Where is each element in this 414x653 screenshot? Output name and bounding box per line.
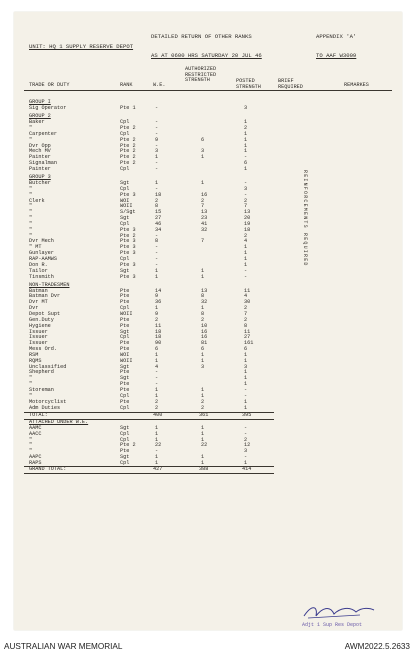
footer-left: AUSTRALIAN WAR MEMORIAL	[4, 642, 123, 651]
row-we: 22	[155, 442, 162, 449]
row-posted: 1	[244, 261, 248, 268]
return-title	[151, 22, 262, 72]
row-auth: 1	[201, 424, 205, 431]
row-trade: Dvr	[29, 305, 39, 312]
row-we: 8	[155, 238, 159, 245]
row-posted: 1	[244, 459, 248, 466]
row-rank: Cpl	[120, 165, 130, 172]
row-trade: Gen.Duty	[29, 316, 54, 323]
row-trade: "	[29, 185, 33, 192]
row-posted: 30	[244, 299, 251, 306]
row-trade: "	[29, 220, 33, 227]
row-rank: Cpl	[120, 334, 130, 341]
row-auth: 8	[201, 293, 205, 300]
row-auth: 10	[201, 322, 208, 329]
row-we: -	[155, 105, 159, 112]
grand-total-rule	[24, 466, 274, 467]
row-rank: Pte 3	[120, 261, 136, 268]
row-we: 14	[155, 287, 162, 294]
row-we: 1	[155, 387, 159, 393]
row-we: -	[155, 244, 159, 251]
row-rank: Pte 2	[120, 142, 136, 149]
row-trade: Issuer	[29, 340, 48, 347]
row-rank: Pte 2	[120, 136, 136, 143]
row-rank: Cpl	[120, 119, 130, 126]
row-we: 9	[155, 136, 159, 143]
appendix-line-2: TO AAF W3009	[316, 52, 357, 60]
row-auth: 1	[201, 430, 205, 437]
row-auth: 2	[201, 404, 205, 411]
row-auth: 16	[201, 328, 208, 335]
appendix-line-1: APPENDIX 'A'	[316, 33, 357, 41]
row-rank: Pte 2	[120, 160, 136, 167]
row-we: -	[155, 261, 159, 268]
row-we: -	[155, 142, 159, 149]
total-posted: 395	[242, 411, 252, 418]
row-posted: 2	[244, 436, 248, 443]
grand-total-label: GRAND TOTAL:	[29, 465, 67, 472]
row-rank: WOI	[120, 351, 130, 358]
row-auth: 1	[201, 154, 205, 161]
row-rank: Cpl	[120, 404, 130, 411]
row-posted: 18	[244, 226, 251, 233]
row-posted: 2	[244, 125, 248, 131]
row-trade: AAMC	[29, 424, 42, 431]
row-auth: 7	[201, 203, 205, 210]
row-rank: Sgt	[120, 363, 130, 370]
row-we: -	[155, 375, 159, 382]
row-posted: 1	[244, 136, 248, 143]
row-we: 1	[155, 392, 159, 399]
row-auth: 1	[201, 273, 205, 280]
grand-total-we: 427	[153, 465, 163, 472]
row-posted: 2	[244, 305, 248, 312]
adjutant-stamp: Adjt 1 Sup Res Depot	[302, 622, 363, 628]
row-rank: Pte	[120, 316, 130, 323]
row-we: 1	[155, 424, 159, 431]
row-rank: Pte 3	[120, 250, 136, 257]
row-rank: Pte 2	[120, 232, 136, 239]
row-trade: Issuer	[29, 328, 48, 335]
row-we: 3	[155, 148, 159, 155]
row-posted: 2	[244, 316, 248, 323]
row-trade: "	[29, 203, 33, 210]
row-we: -	[155, 369, 159, 376]
row-we: 15	[155, 209, 162, 216]
row-auth: 1	[201, 351, 205, 358]
row-rank: Pte 2	[120, 154, 136, 161]
row-posted: 1	[244, 244, 248, 251]
row-auth: 2	[201, 197, 205, 204]
row-auth: 1	[201, 179, 205, 186]
row-trade: Depot Supt	[29, 310, 61, 317]
row-posted: 3	[244, 363, 248, 370]
row-trade: "	[29, 392, 33, 399]
title-line-1: DETAILED RETURN OF OTHER RANKS	[151, 33, 252, 41]
row-posted: -	[244, 454, 248, 461]
row-trade: Painter	[29, 154, 51, 161]
row-rank: Sgt	[120, 454, 130, 461]
row-posted: 4	[244, 238, 248, 245]
unit-name: UNIT: HQ 1 SUPPLY RESERVE DEPOT	[29, 43, 134, 50]
row-posted: 7	[244, 203, 248, 210]
row-auth: 13	[201, 209, 208, 216]
row-we: 1	[155, 179, 159, 186]
row-auth: 32	[201, 299, 208, 306]
row-posted: 6	[244, 160, 248, 167]
row-posted: 1	[244, 119, 248, 126]
row-posted: -	[244, 387, 248, 393]
row-trade: "	[29, 448, 33, 455]
row-trade: Baker	[29, 119, 45, 126]
row-we: 18	[155, 191, 162, 198]
row-auth: 2	[201, 316, 205, 323]
row-rank: Sgt	[120, 424, 130, 431]
row-rank: Cpl	[120, 436, 130, 443]
row-auth: 7	[201, 238, 205, 245]
row-rank: WOI	[120, 197, 130, 204]
row-we: -	[155, 185, 159, 192]
row-auth: 23	[201, 215, 208, 222]
row-we: -	[155, 381, 159, 388]
row-we: 36	[155, 299, 162, 306]
row-posted: 1	[244, 357, 248, 364]
row-trade: Gunlayer	[29, 250, 54, 257]
row-trade: RAPS	[29, 459, 42, 466]
row-auth: 81	[201, 340, 208, 347]
row-posted: 11	[244, 287, 251, 294]
row-rank: Pte	[120, 293, 130, 300]
row-we: 18	[155, 334, 162, 341]
side-note: REINFORCEMENTS REQUIRED	[302, 170, 308, 267]
row-auth: 1	[201, 392, 205, 399]
row-rank: Pte	[120, 369, 130, 376]
row-we: 9	[155, 293, 159, 300]
row-we: -	[155, 130, 159, 137]
title-line-2: AS AT 0600 HRS SATURDAY 20 JUL 46	[151, 52, 262, 60]
row-we: -	[155, 250, 159, 257]
row-we: 1	[155, 154, 159, 161]
row-posted: 1	[244, 165, 248, 172]
row-posted: -	[244, 273, 248, 280]
row-auth: 22	[201, 442, 208, 449]
row-posted: 2	[244, 197, 248, 204]
row-trade: "	[29, 209, 33, 216]
row-trade: Butcher	[29, 179, 51, 186]
row-rank: Sgt	[120, 328, 130, 335]
row-trade: NON-TRADESMEN	[29, 281, 70, 288]
row-posted: 161	[244, 340, 254, 347]
row-rank: Sgt	[120, 375, 130, 382]
signature	[300, 602, 378, 622]
row-posted: 3	[244, 105, 248, 112]
row-posted: 3	[244, 185, 248, 192]
row-trade: Issuer	[29, 334, 48, 341]
row-we: 1	[155, 267, 159, 274]
appendix-ref	[316, 22, 356, 72]
row-trade: "	[29, 442, 33, 449]
row-posted: 1	[244, 351, 248, 358]
row-posted: -	[244, 424, 248, 431]
row-rank: Pte 3	[120, 191, 136, 198]
row-posted: 3	[244, 448, 248, 455]
row-trade: "	[29, 232, 33, 239]
row-we: 46	[155, 220, 162, 227]
row-posted: 1	[244, 142, 248, 149]
row-trade: Batman	[29, 287, 48, 294]
row-trade: Mess Ord.	[29, 346, 58, 353]
row-auth: 3	[201, 148, 205, 155]
row-auth: 6	[201, 346, 205, 353]
row-rank: Pte 3	[120, 273, 136, 280]
row-rank: Pte 3	[120, 226, 136, 233]
row-trade: AACC	[29, 430, 42, 437]
row-we: 1	[155, 459, 159, 466]
row-posted: 27	[244, 334, 251, 341]
row-rank: Pte	[120, 322, 130, 329]
row-trade: "	[29, 136, 33, 143]
row-auth: 8	[201, 310, 205, 317]
row-trade: "	[29, 381, 33, 388]
row-we: 18	[155, 328, 162, 335]
row-rank: Sgt	[120, 179, 130, 186]
row-posted: 1	[244, 375, 248, 382]
row-trade: Adm Duties	[29, 404, 61, 411]
row-auth: 2	[201, 398, 205, 405]
row-we: -	[155, 232, 159, 239]
row-posted: 4	[244, 293, 248, 300]
row-auth: 32	[201, 226, 208, 233]
row-posted: 1	[244, 256, 248, 262]
row-rank: Cpl	[120, 185, 130, 192]
row-we: 27	[155, 215, 162, 222]
row-trade: RSM	[29, 351, 39, 358]
row-posted: -	[244, 154, 248, 161]
row-posted: -	[244, 430, 248, 437]
row-we: 11	[155, 322, 162, 329]
row-posted: 11	[244, 328, 251, 335]
row-trade: "	[29, 375, 33, 382]
row-we: 1	[155, 436, 159, 443]
grand-total-rule-bottom	[24, 473, 274, 474]
column-header: RANK	[120, 82, 133, 88]
row-trade: RAP-AAMWS	[29, 256, 58, 262]
row-we: -	[155, 125, 159, 131]
row-trade: Motorcyclist	[29, 398, 67, 405]
row-auth: 3	[201, 363, 205, 370]
row-trade: Hygiene	[29, 322, 51, 329]
row-trade: Don R.	[29, 261, 48, 268]
row-we: -	[155, 165, 159, 172]
row-rank: Cpl	[120, 220, 130, 227]
column-header: POSTED STRENGTH	[236, 78, 261, 90]
row-trade: " MT	[29, 244, 42, 251]
row-posted: 1	[244, 381, 248, 388]
row-rank: WOII	[120, 310, 133, 317]
column-header: REMARKES	[344, 82, 369, 88]
total-rule-bottom	[24, 419, 274, 420]
attached-heading: ATTACHED UNDER W.E.	[29, 418, 89, 425]
row-auth: 1	[201, 267, 205, 274]
row-posted: 1	[244, 404, 248, 411]
total-auth: 361	[199, 411, 209, 418]
row-rank: Cpl	[120, 130, 130, 137]
row-posted: 20	[244, 215, 251, 222]
row-trade: Tinsmith	[29, 273, 54, 280]
row-we: 1	[155, 357, 159, 364]
row-rank: Pte	[120, 387, 130, 393]
row-rank: WOII	[120, 357, 133, 364]
row-trade: "	[29, 226, 33, 233]
row-rank: Pte 2	[120, 442, 136, 449]
row-trade: AAPC	[29, 454, 42, 461]
row-we: -	[155, 119, 159, 126]
row-we: 1	[155, 430, 159, 437]
row-trade: Dvr Mech	[29, 238, 54, 245]
row-auth: 16	[201, 334, 208, 341]
row-auth: 1	[201, 459, 205, 466]
row-rank: Pte	[120, 381, 130, 388]
row-we: 90	[155, 340, 162, 347]
row-trade: Tailor	[29, 267, 48, 274]
row-rank: Pte 1	[120, 105, 136, 112]
row-trade: Sig Operator	[29, 105, 67, 112]
row-trade: GROUP 3	[29, 174, 51, 181]
row-posted: 1	[244, 250, 248, 257]
row-auth: 1	[201, 454, 205, 461]
row-rank: Cpl	[120, 305, 130, 312]
row-posted: -	[244, 191, 248, 198]
row-trade: "	[29, 215, 33, 222]
row-we: 1	[155, 273, 159, 280]
row-trade: Batman Dvr	[29, 293, 61, 300]
row-we: 1	[155, 305, 159, 312]
row-rank: Pte 3	[120, 244, 136, 251]
footer-right: AWM2022.5.2633	[344, 642, 410, 651]
row-rank: Pte 3	[120, 238, 136, 245]
row-posted: -	[244, 267, 248, 274]
row-we: 2	[155, 197, 159, 204]
row-posted: 6	[244, 346, 248, 353]
row-auth: 6	[201, 136, 205, 143]
row-we: 2	[155, 398, 159, 405]
row-we: 2	[155, 404, 159, 411]
row-we: 1	[155, 351, 159, 358]
row-rank: Pte 2	[120, 125, 136, 131]
row-trade: Dvr Opp	[29, 142, 51, 149]
row-auth: 1	[201, 387, 205, 393]
row-we: -	[155, 160, 159, 167]
row-trade: Clerk	[29, 197, 45, 204]
row-auth: 1	[201, 305, 205, 312]
total-rule	[24, 412, 274, 413]
row-rank: Sgt	[120, 267, 130, 274]
row-auth: 13	[201, 287, 208, 294]
grand-total-auth: 388	[199, 465, 209, 472]
row-posted: 2	[244, 232, 248, 239]
row-trade: RQMS	[29, 357, 42, 364]
row-we: 2	[155, 316, 159, 323]
row-trade: Storeman	[29, 387, 54, 393]
row-posted: -	[244, 179, 248, 186]
row-auth: 41	[201, 220, 208, 227]
row-trade: "	[29, 191, 33, 198]
column-header: W.E.	[153, 82, 166, 88]
row-trade: GROUP I	[29, 99, 51, 106]
row-rank: S/Sgt	[120, 209, 136, 216]
row-trade: Shepherd	[29, 369, 54, 376]
row-rank: Cpl	[120, 430, 130, 437]
row-rank: Pte	[120, 398, 130, 405]
row-we: 1	[155, 454, 159, 461]
row-posted: 13	[244, 209, 251, 216]
row-trade: "	[29, 436, 33, 443]
row-posted: 1	[244, 130, 248, 137]
row-trade: GROUP 2	[29, 113, 51, 120]
row-we: -	[155, 448, 159, 455]
header-rule	[24, 90, 392, 91]
row-trade: Unclassified	[29, 363, 67, 370]
document-page	[14, 12, 402, 630]
row-we: -	[155, 256, 159, 262]
row-rank: Cpl	[120, 392, 130, 399]
column-header: AUTHORIZED RESTRICTED STRENGTH	[185, 66, 217, 84]
row-posted: 8	[244, 322, 248, 329]
row-trade: Dvr MT	[29, 299, 48, 306]
row-rank: Pte 2	[120, 148, 136, 155]
row-we: 9	[155, 310, 159, 317]
row-posted: 1	[244, 148, 248, 155]
row-posted: 1	[244, 369, 248, 376]
row-rank: Pte	[120, 299, 130, 306]
row-rank: Pte	[120, 287, 130, 294]
row-auth: 1	[201, 436, 205, 443]
row-rank: WOII	[120, 203, 133, 210]
total-label: TOTAL:	[29, 411, 48, 418]
row-trade: Carpenter	[29, 130, 58, 137]
row-rank: Sgt	[120, 215, 130, 222]
row-we: 8	[155, 203, 159, 210]
row-auth: 1	[201, 357, 205, 364]
row-rank: Pte	[120, 448, 130, 455]
row-trade: Signalman	[29, 160, 58, 167]
row-rank: Cpl	[120, 459, 130, 466]
row-we: 4	[155, 363, 159, 370]
row-trade: "	[29, 125, 33, 131]
row-posted: -	[244, 392, 248, 399]
row-posted: 12	[244, 442, 251, 449]
column-header: BRIEF REQUIRED	[278, 78, 303, 90]
column-header: TRADE OR DUTY	[29, 82, 70, 88]
row-trade: Mech MV	[29, 148, 51, 155]
row-trade: Painter	[29, 165, 51, 172]
row-auth: 16	[201, 191, 208, 198]
total-we: 400	[153, 411, 163, 418]
row-posted: 1	[244, 398, 248, 405]
row-we: 34	[155, 226, 162, 233]
row-rank: Cpl	[120, 256, 130, 262]
row-posted: 19	[244, 220, 251, 227]
row-rank: Pte	[120, 346, 130, 353]
row-we: 6	[155, 346, 159, 353]
row-rank: Pte	[120, 340, 130, 347]
grand-total-posted: 414	[242, 465, 252, 472]
row-posted: 7	[244, 310, 248, 317]
